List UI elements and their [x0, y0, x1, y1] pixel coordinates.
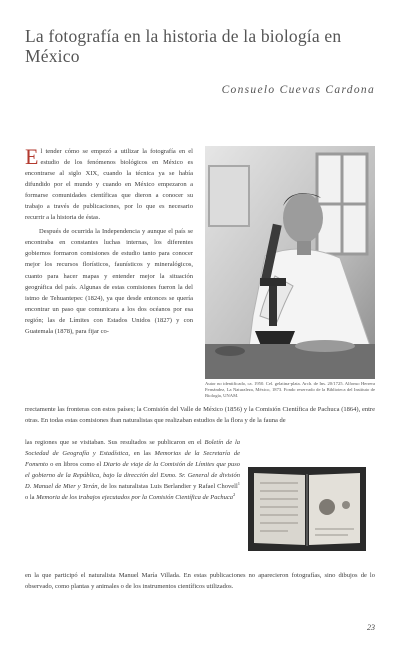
- open-book-illustration: [248, 467, 366, 551]
- full-width-paragraph-2-text: en la que participó el naturalista Manuel María Villada. En estas publicaciones no aparecieron fotografías, sino dibujos de lo observado, como plantas y animales o de los instrumentos científicos utilizados.: [25, 572, 375, 591]
- paragraph-3-part-3: o en libros como el: [48, 461, 104, 469]
- scientist-microscope-photo: [205, 146, 375, 379]
- paragraph-3-part-2: , en las: [128, 450, 155, 458]
- paragraph-1: [25, 146, 193, 223]
- paragraph-3-part-5: o la: [25, 494, 37, 502]
- scientist-microscope-illustration: [205, 146, 375, 379]
- left-column: [25, 146, 193, 337]
- article-author: Consuelo Cuevas Cardona: [221, 84, 375, 96]
- article-title: La fotografía en la historia de la biología en México: [25, 26, 342, 66]
- paragraph-3-part-4: , de los naturalistas Luis Berlandier y Rafael Chovell: [97, 483, 238, 491]
- full-width-paragraph-2: [25, 570, 375, 592]
- bottom-column: [25, 437, 240, 503]
- full-width-paragraph-1-text: rrectamente las fronteras con estos países; la Comisión del Valle de México (1856) y la Comisión Científica de Pachuca (1864), entre otras. En todas estas comisiones iban naturalistas que realizaban estudios de la flora y de la fauna de: [25, 406, 375, 425]
- paragraph-2: Después de ocurrida la Independencia y aunque el país se encontraba en constantes luchas internas, los diferentes gobiernos formaron comisiones de estudio tanto para conocer mejor los recursos florísticos, faunísticos y mineralógicos, cuanto para hacer mapas y entender mejor la situación geográfica del país. Algunas de estas comisiones fueron la del istmo de Tehuantepec (1824), ya que desde entonces se quería encontrar un paso que comunicara a los dos océanos por esa región; las de Límites con Estados Unidos (1827) y con Guatemala (1878), para fijar co-: [25, 228, 193, 335]
- page-number: 23: [367, 623, 375, 632]
- open-book-photo: [248, 467, 366, 551]
- full-width-paragraph-1: [25, 404, 375, 426]
- footnote-ref-2[interactable]: 2: [233, 492, 236, 498]
- publication-title-diario: Diario de viaje de la Comisión de Límites que puso el gobierno de la República, bajo la dirección del Exmo. Sr. General de división D. Manuel de Mier y Terán: [25, 461, 241, 491]
- paragraph-3: [25, 437, 240, 503]
- footnote-ref-1[interactable]: 1: [237, 481, 241, 487]
- publication-title-memoria-pachuca: Memoria de los trabajos ejecutados por la Comisión Científica de Pachuca: [36, 494, 233, 502]
- drop-cap: E: [25, 144, 39, 169]
- publication-title-boletin: Boletín de la Sociedad de Geografía y Estadística: [25, 439, 241, 458]
- publication-title-memorias: Memorias de la Secretaría de Fomento: [25, 450, 240, 469]
- paragraph-3-part-1: las regiones que se visitaban. Sus resultados se publicaron en el: [25, 439, 205, 446]
- paragraph-1-text: l tender cómo se empezó a utilizar la fotografía en el estudio de los fenómenos biológicos en México es encontrarse al siglo XIX, cuando la técnica ya se había difundido por el mundo y cuando en México empezaron a formarse comunidades científicas que dieron a conocer su trabajo a través de publicaciones, por lo que es necesario recurrir a la historia de éstas.: [25, 148, 193, 222]
- figure-1-caption: Autor no identificado, ca. 1950. Cel. gelatina-plata. Arch. de Ins. 20/1725. Alfonso Herrera Fernández, La Naturaleza, México, 1873. Fondo reservado de la Biblioteca del Instituto de Biología, UNAM.: [205, 381, 375, 399]
